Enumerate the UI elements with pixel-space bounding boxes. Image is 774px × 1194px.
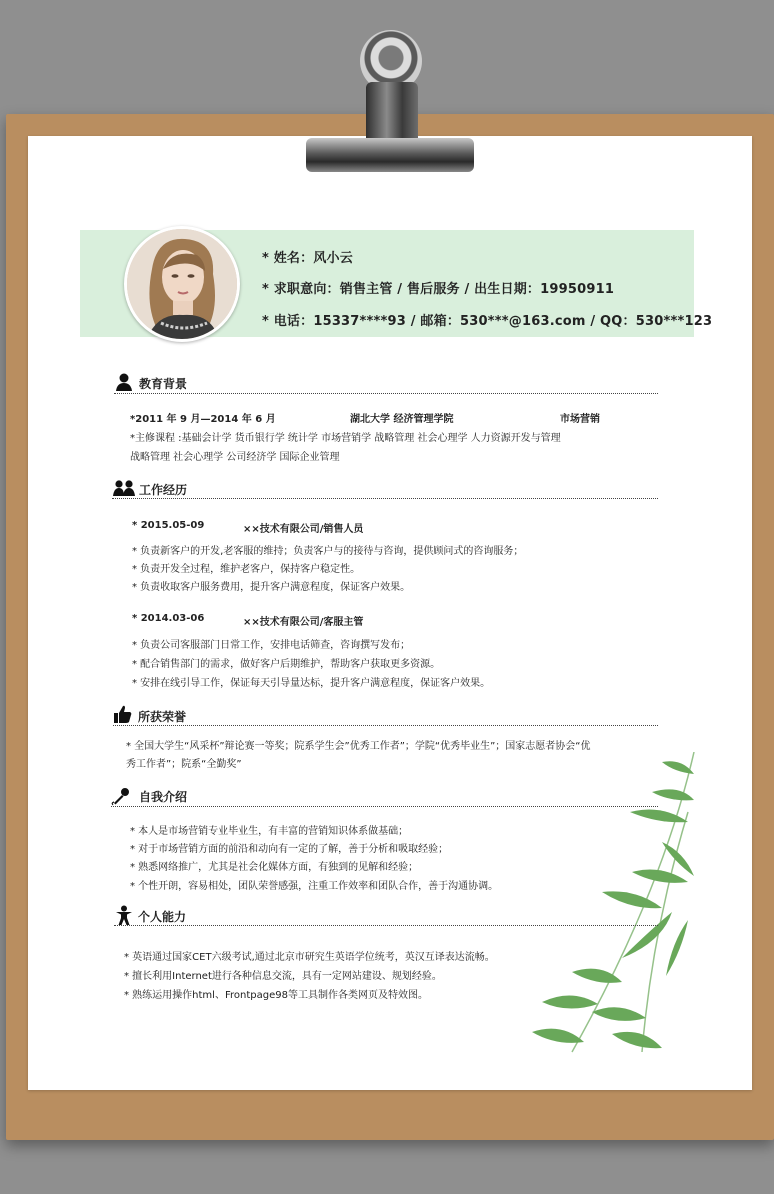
honors-divider [113,725,658,726]
skills-item: * 擅长利用Internet进行各种信息交流，具有一定网站建设、规划经验。 [124,971,442,982]
intro-title: 自我介绍 [139,790,188,804]
work-divider [112,498,658,499]
job-intent-line: * 求职意向：销售主管 / 售后服务 / 出生日期：19950911 [262,282,615,297]
microphone-icon [111,786,131,806]
profile-photo [124,226,240,342]
intro-item: * 熟悉网络推广，尤其是社会化媒体方面，有独到的见解和经验； [130,862,419,873]
work-title: 工作经历 [139,483,188,497]
job-2-duty: * 安排在线引导工作，保证每天引导量达标，提升客户满意程度，保证客户效果。 [132,678,491,689]
job-1-duty: * 负责新客户的开发,老客服的维持；负责客户与的接待与咨询，提供顾问式的咨询服务； [132,546,524,557]
education-courses-line1: *主修课程 :基础会计学 货币银行学 统计学 市场营销学 战略管理 社会心理学 人力资源开发与管理 [130,433,561,444]
person-icon [114,372,134,392]
honors-line2: 秀工作者”；院系“全勤奖” [126,759,242,770]
skills-divider [114,925,658,926]
skills-item: * 英语通过国家CET六级考试,通过北京市研究生英语学位统考，英汉互译表达流畅。 [124,952,495,963]
people-icon [112,478,136,498]
binder-clip-base [306,138,474,172]
honors-title: 所获荣誉 [138,710,187,724]
education-title: 教育背景 [139,377,188,391]
job-2-date: * 2014.03-06 [132,613,205,624]
job-2-company: ××技术有限公司/客服主管 [243,617,364,628]
job-2-duty: * 负责公司客服部门日常工作，安排电话筛查，咨询撰写发布； [132,640,411,651]
job-1-duty: * 负责收取客户服务费用，提升客户满意程度，保证客户效果。 [132,582,411,593]
education-courses-line2: 战略管理 社会心理学 公司经济学 国际企业管理 [130,452,340,463]
person-standing-icon [114,905,134,925]
education-period: *2011 年 9 月—2014 年 6 月 [130,414,276,425]
name-line: * 姓名：风小云 [262,251,353,266]
job-1-duty: * 负责开发全过程，维护老客户，保持客户稳定性。 [132,564,361,575]
intro-item: * 本人是市场营销专业毕业生，有丰富的营销知识体系做基础； [130,826,409,837]
intro-item: * 对于市场营销方面的前沿和动向有一定的了解，善于分析和吸取经验； [130,844,449,855]
education-major: 市场营销 [560,414,600,425]
job-1-company: ××技术有限公司/销售人员 [243,524,364,535]
honors-line1: * 全国大学生“风采杯”辩论赛一等奖；院系学生会”优秀工作者”；学院“优秀毕业生”；国家志愿者协会“优 [126,741,591,752]
thumbs-up-icon [113,704,133,724]
job-1-date: * 2015.05-09 [132,520,205,531]
skills-item: * 熟练运用操作html、Frontpage98等工具制作各类网页及特效图。 [124,990,428,1001]
contact-line: * 电话：15337****93 / 邮箱：530***@163.com / QQ：530***123 [262,314,713,329]
education-school: 湖北大学 经济管理学院 [350,414,454,425]
intro-item: * 个性开朗，容易相处，团队荣誉感强，注重工作效率和团队合作，善于沟通协调。 [130,881,499,892]
job-2-duty: * 配合销售部门的需求，做好客户后期维护，帮助客户获取更多资源。 [132,659,441,670]
intro-divider [111,806,658,807]
bamboo-decoration [512,752,696,1064]
education-divider [114,393,658,394]
skills-title: 个人能力 [138,910,187,924]
